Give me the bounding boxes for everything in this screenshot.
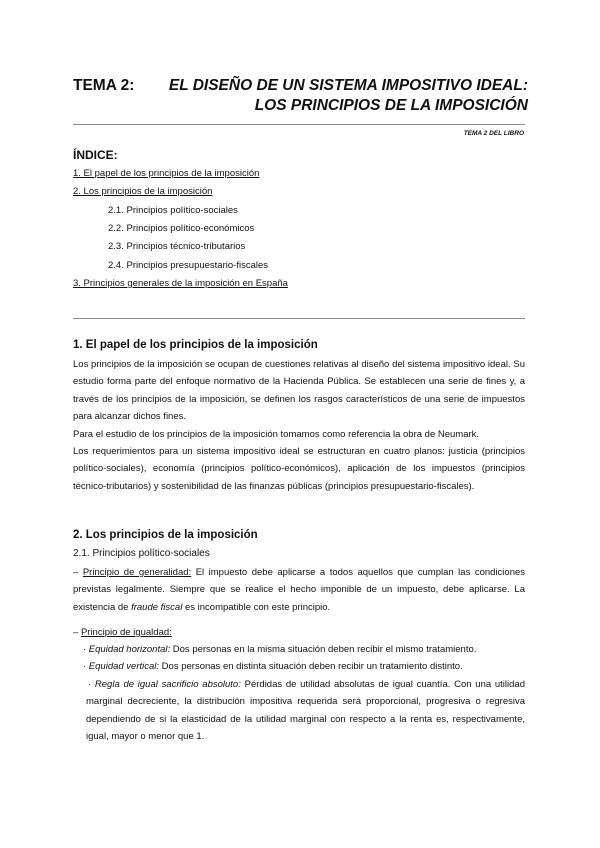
generalidad-text-b: es incompatible con este principio. xyxy=(182,601,331,613)
generalidad-text-a: El impuesto debe aplicarse a todos aquellos que cumplan las condiciones previstas legalmente. Siempre que se realice el hecho imponible de un impuesto, debe aplicarse. La existencia de xyxy=(73,567,526,613)
index-item-3[interactable]: 3. Principios generales de la imposición en España xyxy=(73,278,288,289)
index-item-2-1: 2.1. Principios político-sociales xyxy=(108,205,238,216)
equidad-horizontal xyxy=(83,644,476,655)
index-item-2-2: 2.2. Principios político-económicos xyxy=(108,223,255,234)
regla-sacrificio-term: · Regla de igual sacrificio absoluto: xyxy=(88,679,241,690)
regla-sacrificio-text: Pérdidas de utilidad absolutas de igual cuantía. Con una utilidad marginal decreciente, la distribución impositiva requerida será proporcional, progresiva o regresiva dependiendo de si la elasticidad de la utilidad marginal con respecto a la renta es, respectivamente, igual, mayor o menor que 1. xyxy=(86,679,525,743)
title-text xyxy=(73,76,528,116)
regla-sacrificio xyxy=(86,676,525,746)
book-reference: TEMA 2 DEL LIBRO xyxy=(463,130,524,137)
section-1-body xyxy=(73,356,525,495)
generalidad-dash: – xyxy=(73,567,79,578)
title-label: TEMA 2: xyxy=(73,77,135,94)
section-1-paragraph-1: Los principios de la imposición se ocupan de cuestiones relativas al diseño del sistema impositivo ideal. Su estudio forma parte del enfoque normativo de la Hacienda Pública. Se establecen una serie de fines y, a través de los principios de la imposición, se definen los rasgos característicos de una serie de impuestos para alcanzar dichos fines. xyxy=(73,359,525,423)
section-2-1-heading: 2.1. Principios político-sociales xyxy=(73,548,210,559)
index-item-2[interactable]: 2. Los principios de la imposición xyxy=(73,186,213,197)
equidad-vertical-term: · Equidad vertical: xyxy=(83,661,160,672)
section-1-paragraph-3: Los requerimientos para un sistema impositivo ideal se estructuran en cuatro planos: justicia (principios político-sociales), economía (principios político-económicos), aplicación de los impuestos (principios técnico-tributarios) y sostenibilidad de las finanzas públicas (principios presupuestario-fiscales). xyxy=(73,446,525,492)
index-item-1[interactable]: 1. El papel de los principios de la imposición xyxy=(73,168,260,179)
title-line-1: EL DISEÑO DE UN SISTEMA IMPOSITIVO IDEAL: xyxy=(168,77,528,94)
igualdad-dash: – xyxy=(73,627,79,638)
index-item-2-3: 2.3. Principios técnico-tributarios xyxy=(108,241,246,252)
section-1-paragraph-2: Para el estudio de los principios de la imposición tomamos como referencia la obra de Neumark. xyxy=(73,428,480,440)
principle-generalidad xyxy=(73,564,525,616)
principle-igualdad-heading xyxy=(73,627,172,638)
equidad-horizontal-text: Dos personas en la misma situación deben recibir el mismo tratamiento. xyxy=(170,644,477,655)
index-heading: ÍNDICE: xyxy=(73,148,118,162)
generalidad-term: Principio de generalidad: xyxy=(82,567,192,578)
equidad-horizontal-term: · Equidad horizontal: xyxy=(83,644,171,655)
equidad-vertical-text: Dos personas en distinta situación deben recibir un tratamiento distinto. xyxy=(159,661,463,672)
section-2-heading: 2. Los principios de la imposición xyxy=(73,529,258,541)
divider-top xyxy=(73,124,525,125)
generalidad-emphasis: fraude fiscal xyxy=(131,601,183,613)
igualdad-term: Principio de igualdad: xyxy=(80,627,172,638)
divider-index xyxy=(73,318,525,319)
title-line-2: LOS PRINCIPIOS DE LA IMPOSICIÓN xyxy=(254,97,528,114)
section-1-heading: 1. El papel de los principios de la imposición xyxy=(73,339,318,351)
index-item-2-4: 2.4. Principios presupuestario-fiscales xyxy=(108,260,268,271)
equidad-vertical xyxy=(83,661,463,672)
